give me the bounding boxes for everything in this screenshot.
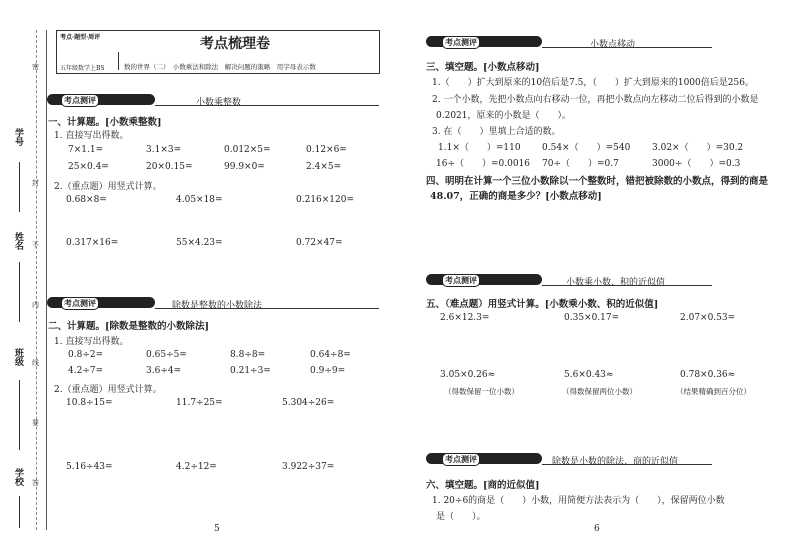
vertical-calc-item[interactable]: 5.16÷43= bbox=[66, 462, 113, 472]
section-underline bbox=[542, 285, 712, 286]
calc-item[interactable]: 0.8÷2= bbox=[68, 350, 104, 360]
section-topic: 除数是整数的小数除法 bbox=[172, 301, 263, 311]
section-tab bbox=[426, 274, 542, 285]
question-heading: 四、明明在计算一个三位小数除以一个整数时，错把被除数的小数点，得到的商是 bbox=[426, 176, 769, 187]
header-divider bbox=[118, 52, 119, 70]
section-underline bbox=[155, 105, 379, 106]
calc-item[interactable]: 3.6÷4= bbox=[146, 366, 182, 376]
fill-blank-question[interactable]: 0.2021，原来的小数是（ ）。 bbox=[436, 111, 571, 121]
fill-blank-item[interactable]: 70÷（ ）=0.7 bbox=[542, 159, 619, 169]
vertical-calc-item[interactable]: 11.7÷25= bbox=[176, 398, 223, 408]
section-underline bbox=[542, 47, 712, 48]
tab-label: 考点测评 bbox=[442, 36, 480, 49]
fill-blank-question[interactable]: 是（ ）。 bbox=[436, 512, 486, 522]
rounding-note: （结果精确到百分位） bbox=[676, 387, 751, 396]
question-item: 2.（重点题）用竖式计算。 bbox=[54, 182, 162, 192]
grade-label: 五年级数学上BS bbox=[60, 65, 105, 72]
tab-label: 考点测评 bbox=[442, 274, 480, 287]
vertical-calc-item[interactable]: 3.922÷37= bbox=[282, 462, 335, 472]
fill-blank-item[interactable]: 0.54×（ ）=540 bbox=[542, 143, 631, 153]
question-heading: 48.07，正确的商是多少？[小数点移动] bbox=[430, 191, 602, 202]
school-label: 学校 bbox=[13, 468, 23, 486]
section-tab bbox=[426, 36, 542, 47]
student-number-blank[interactable] bbox=[19, 162, 20, 212]
fill-blank-item[interactable]: 1.1×（ ）=110 bbox=[438, 143, 521, 153]
calc-item[interactable]: 2.4×5= bbox=[306, 162, 342, 172]
section-tab bbox=[47, 94, 155, 105]
fill-blank-question[interactable]: 1.（ ）扩大到原来的10倍后是7.5，（ ）扩大到原来的1000倍后是256。 bbox=[432, 78, 754, 88]
fill-blank-item[interactable]: 3000÷（ ）=0.3 bbox=[652, 159, 741, 169]
seal-char: 线 bbox=[32, 359, 39, 367]
tab-label: 考点测评 bbox=[61, 94, 99, 107]
vertical-calc-item[interactable]: 4.05×18= bbox=[176, 195, 223, 205]
calc-item[interactable]: 0.64÷8= bbox=[310, 350, 351, 360]
fill-blank-question: 3. 在（ ）里填上合适的数。 bbox=[432, 127, 561, 137]
question-item: 2.（重点题）用竖式计算。 bbox=[54, 385, 162, 395]
vertical-calc-item[interactable]: 55×4.23= bbox=[176, 238, 223, 248]
calc-item[interactable]: 99.9×0= bbox=[224, 162, 265, 172]
question-heading: 三、填空题。[小数点移动] bbox=[426, 62, 540, 73]
seal-char: 答 bbox=[32, 479, 39, 487]
student-number-label: 学号 bbox=[13, 128, 23, 146]
seal-char: 内 bbox=[32, 301, 39, 309]
question-heading: 六、填空题。[商的近似值] bbox=[426, 480, 540, 491]
tab-label: 考点测评 bbox=[442, 453, 480, 466]
calc-item[interactable]: 4.2÷7= bbox=[68, 366, 104, 376]
section-underline bbox=[155, 308, 379, 309]
vertical-calc-item[interactable]: 0.317×16= bbox=[66, 238, 119, 248]
section-topic: 小数乘整数 bbox=[196, 98, 242, 108]
seal-char: 封 bbox=[32, 179, 39, 187]
seal-char: 要 bbox=[32, 419, 39, 427]
calc-item[interactable]: 8.8÷8= bbox=[230, 350, 266, 360]
calc-item[interactable]: 0.9÷9= bbox=[310, 366, 346, 376]
fill-blank-item[interactable]: 3.02×（ ）=30.2 bbox=[652, 143, 744, 153]
section-topic: 除数是小数的除法、商的近似值 bbox=[552, 457, 679, 467]
section-tab bbox=[426, 453, 542, 464]
question-item: 1. 直接写出得数。 bbox=[54, 337, 129, 347]
page-title: 考点梳理卷 bbox=[200, 36, 270, 52]
vertical-calc-item[interactable]: 2.07×0.53= bbox=[680, 313, 736, 323]
seal-char: 密 bbox=[32, 63, 39, 71]
header-top-label: 考点·题型·周评 bbox=[60, 34, 101, 41]
page-number: 6 bbox=[594, 524, 600, 534]
rounding-note: （得数保留两位小数） bbox=[562, 387, 637, 396]
calc-item[interactable]: 7×1.1= bbox=[68, 145, 104, 155]
vertical-calc-item[interactable]: 4.2÷12= bbox=[176, 462, 217, 472]
calc-item[interactable]: 0.65÷5= bbox=[146, 350, 187, 360]
calc-item[interactable]: 0.21÷3= bbox=[230, 366, 271, 376]
tab-label: 考点测评 bbox=[61, 297, 99, 310]
fill-blank-item[interactable]: 16÷（ ）=0.0016 bbox=[436, 159, 531, 169]
fill-blank-question[interactable]: 1. 20÷6的商是（ ）小数，用简便方法表示为（ ），保留两位小数 bbox=[432, 496, 725, 506]
question-heading: 一、计算题。[小数乘整数] bbox=[48, 117, 162, 128]
section-tab bbox=[47, 297, 155, 308]
name-blank[interactable] bbox=[19, 262, 20, 322]
calc-item[interactable]: 0.012×5= bbox=[224, 145, 271, 155]
margin-line bbox=[46, 30, 47, 530]
section-underline bbox=[542, 464, 712, 465]
question-item: 1. 直接写出得数。 bbox=[54, 131, 129, 141]
seal-dashed-line bbox=[36, 30, 37, 530]
vertical-calc-item[interactable]: 0.35×0.17= bbox=[564, 313, 620, 323]
rounding-note: （得数保留一位小数） bbox=[444, 387, 519, 396]
vertical-calc-item[interactable]: 0.216×120= bbox=[296, 195, 355, 205]
seal-char: 不 bbox=[32, 241, 39, 249]
vertical-calc-item[interactable]: 0.78×0.36≈ bbox=[680, 370, 736, 380]
vertical-calc-item[interactable]: 0.68×8= bbox=[66, 195, 107, 205]
vertical-calc-item[interactable]: 5.304÷26= bbox=[282, 398, 335, 408]
fill-blank-question: 2. 一个小数，先把小数点向右移动一位，再把小数点向左移动二位后得到的小数是 bbox=[432, 95, 759, 105]
school-blank[interactable] bbox=[19, 496, 20, 528]
vertical-calc-item[interactable]: 5.6×0.43≈ bbox=[564, 370, 614, 380]
question-heading: 五、（难点题）用竖式计算。[小数乘小数、积的近似值] bbox=[426, 299, 659, 310]
section-topic: 小数点移动 bbox=[590, 40, 636, 50]
calc-item[interactable]: 3.1×3= bbox=[146, 145, 182, 155]
section-topic: 小数乘小数、积的近似值 bbox=[566, 278, 666, 288]
name-label: 姓名 bbox=[13, 232, 23, 250]
vertical-calc-item[interactable]: 2.6×12.3= bbox=[440, 313, 490, 323]
class-blank[interactable] bbox=[19, 380, 20, 450]
vertical-calc-item[interactable]: 0.72×47= bbox=[296, 238, 343, 248]
header-subtitle: 数的世界（二） 小数乘法和除法 解决问题的策略 用字母表示数 bbox=[124, 63, 316, 71]
calc-item[interactable]: 25×0.4= bbox=[68, 162, 109, 172]
calc-item[interactable]: 20×0.15= bbox=[146, 162, 193, 172]
vertical-calc-item[interactable]: 10.8÷15= bbox=[66, 398, 113, 408]
calc-item[interactable]: 0.12×6= bbox=[306, 145, 347, 155]
vertical-calc-item[interactable]: 3.05×0.26≈ bbox=[440, 370, 496, 380]
page-number: 5 bbox=[214, 524, 220, 534]
class-label: 班级 bbox=[13, 348, 23, 366]
question-heading: 二、计算题。[除数是整数的小数除法] bbox=[48, 321, 209, 332]
